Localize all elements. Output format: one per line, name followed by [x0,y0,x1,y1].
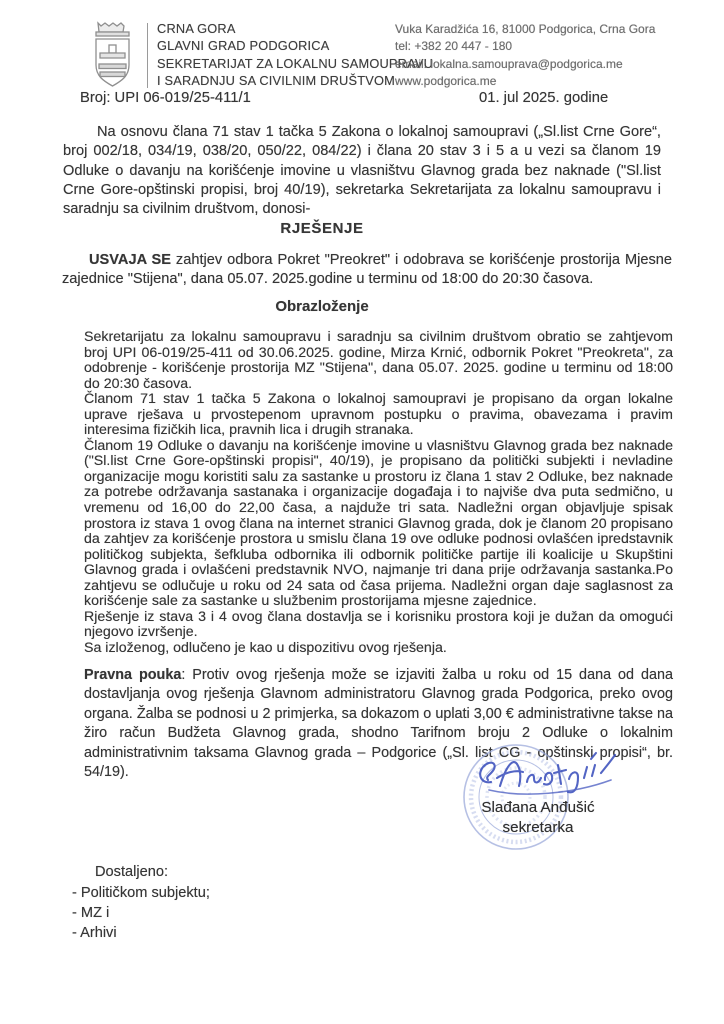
document-number: Broj: UPI 06-019/25-411/1 [80,90,251,106]
signatory-title: sekretarka [502,819,574,836]
explanation-block [84,330,673,656]
header-divider [147,23,148,88]
decision-heading: RJEŠENJE [280,220,364,237]
explanation-heading: Obrazloženje [275,298,369,315]
website-url: www.podgorica.me [395,74,497,89]
explanation-paragraph: Rješenje iz stava 3 i 4 ovog člana dostavlja se i korisniku prostora koji je dužan da omogući njegovo izvršenje. [84,608,673,641]
explanation-paragraph: Sa izloženog, odlučeno je kao u dispozitivu ovog rješenja. [84,639,447,656]
city-name: GLAVNI GRAD PODGORICA [157,38,330,54]
issuer-block [157,20,433,89]
secretariat-name-line1: SEKRETARIJAT ZA LOKALNU SAMOUPRAVU [157,55,434,71]
podgorica-coat-of-arms-icon [88,19,138,99]
email-address: email: lokalna.samouprava@podgorica.me [395,56,623,71]
contact-block [395,21,655,91]
document-date: 01. jul 2025. godine [479,90,609,106]
signatory-name: Slađana Anđušić [481,799,595,816]
distribution-item: - MZ i [72,905,110,921]
explanation-paragraph: Članom 71 stav 1 tačka 5 Zakona o lokalnoj samoupravi je propisano da organ lokalne uprave rješava u prvostepenom upravnom postupku o pravima, obavezama i pravim interesima fizičkih lica, pravnih lica i drugih stranaka. [84,391,673,439]
decision-text: zahtjev odbora Pokret "Preokret" i odobrava se korišćenje prostorija Mjesne zajednice "Stijena", dana 05.07. 2025.godine u terminu od 18:00 do 20:30 časova. [62,252,672,288]
postal-address: Vuka Karadžića 16, 81000 Podgorica, Crna Gora [395,22,656,36]
legal-remedy-text: : Protiv ovog rješenja može se izjaviti žalba u roku od 15 dana od dana dostavljanja ovog rješenja Glavnom administratoru Glavnog grada Podgorica, preko ovog organa. Žalba se podnosi u 2 primjerka, sa dokazom o uplati 3,00 € administrativne takse na žiro račun Budžeta Glavnog grada, shodno Tarifnom broju 2 Odluke o lokalnim administrativnim taksama Glavnog grada – Podgorice („Sl. list CG - opštinski propisi“, br. 54/19). [84,667,673,781]
decision-paragraph [62,251,672,290]
secretariat-name-line2: I SARADNJU SA CIVILNIM DRUŠTVOM [157,72,395,88]
legal-remedy-label: Pravna pouka [84,667,182,683]
distribution-label: Dostaljeno: [95,864,169,880]
decision-operative-words: USVAJA SE [89,252,171,268]
explanation-paragraph: Članom 19 Odluke o davanju na korišćenje imovine u vlasništvu Glavnog grada bez naknade ("Sl.list Crne Gore-opštinski propisi", 40/19), je propisano da politički subjekti i nevladine organizacije mogu koristiti salu za sastanke u prostoru iz člana 1 stav 2 Odluke, bez naknade za potrebe održavanja sastanaka i organizacije događaja i to najviše dva puta sedmično, u vremenu od 16,00 do 22,00 časa, a najduže tri sata. Nadležni organ objavljuje spisak prostora iz stava 1 ovog člana na internet stranici Glavnog grada, dok je članom 20 propisano da zahtjev za korišćenje prostora u smislu člana 19 ove odluke podnosi ovlašćen ipredstavnik političkog subjekta, šefkluba odbornika ili odbornik političke partije ili koalicije u Skupštini Glavnog grada i ovlašćeni predstavnik NVO, najmanje tri dana prije održavanja sastanka.Po zahtjevu se odlučuje u roku od 24 sata od časa prijema. Nadležni organ daje saglasnost za korišćenje sale za sastanke u službenim prostorijama mjesne zajednice. [84,437,673,610]
legal-basis-paragraph: Na osnovu člana 71 stav 1 tačka 5 Zakona o lokalnoj samoupravi („Sl.list Crne Gore“, broj 002/18, 034/19, 038/20, 050/22, 084/22) i člana 20 stav 3 i 5 a u vezi sa članom 19 Odluke o davanju na korišćenje imovine u vlasništvu Glavnog grada bez naknade ("Sl.list Crne Gore-opštinski propisi, broj 40/19), sekretarka Sekretarijata za lokalnu samoupravu i saradnju sa civilnim društvom, donosi- [63,124,661,218]
distribution-item: - Političkom subjektu; [72,885,210,901]
explanation-paragraph: Sekretarijatu za lokalnu samoupravu i saradnju sa civilnim društvom obratio se zahtjevom broj UPI 06-019/25-411 od 30.06.2025. godine, Mirza Krnić, odbornik Pokret "Preokreta", za odobrenje - korišćenje prostorija MZ "Stijena", dana 05.07. 2025. godine u terminu od 18:00 do 20:30 časova. [84,329,673,392]
phone-number: tel: +382 20 447 - 180 [395,39,513,54]
distribution-list [72,862,210,943]
country-name: CRNA GORA [157,21,236,36]
distribution-item: - Arhivi [72,925,117,941]
